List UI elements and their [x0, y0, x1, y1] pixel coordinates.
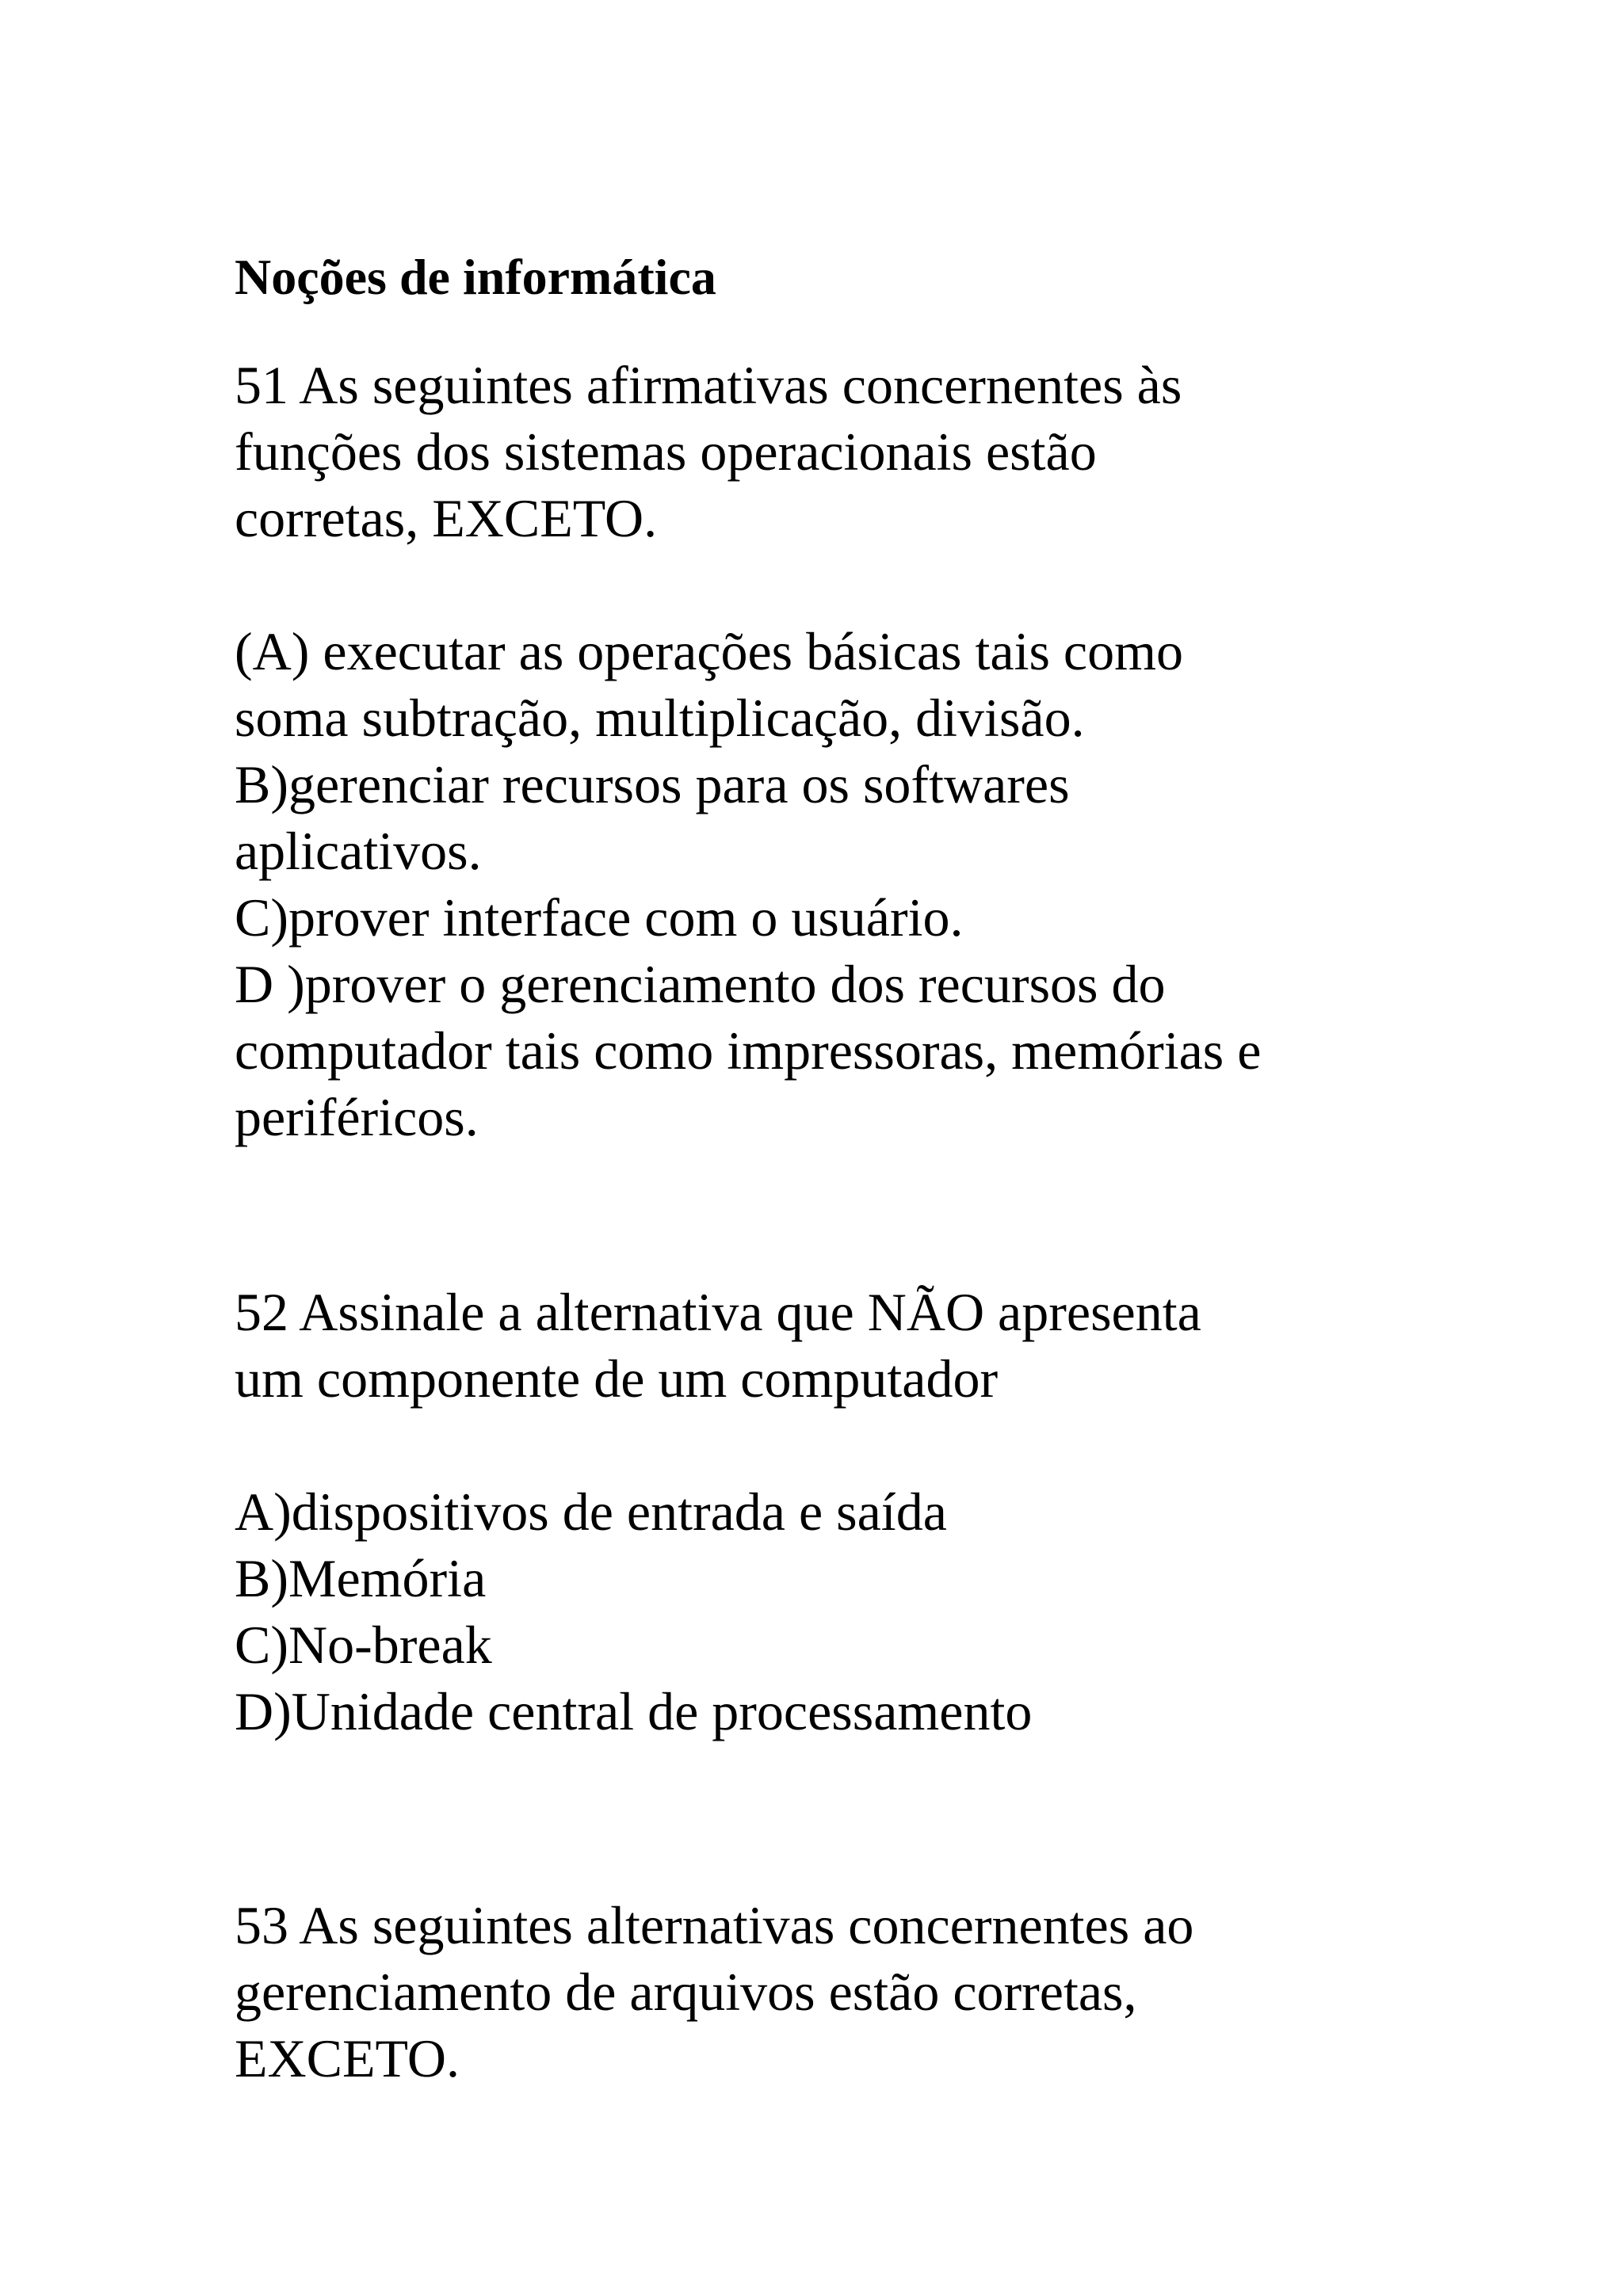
question-52-stem-line-1: 52 Assinale a alternativa que NÃO apresenta [235, 1282, 1201, 1342]
question-52-stem [235, 1279, 1201, 1412]
question-51-options [235, 618, 1261, 1150]
question-51-option-line-4: aplicativos. [235, 821, 482, 881]
question-52-option-c: C)No-break [235, 1615, 492, 1675]
question-51-option-line-1: (A) executar as operações básicas tais como [235, 621, 1184, 681]
question-51-option-line-8: periféricos. [235, 1087, 479, 1147]
question-51-option-line-3: B)gerenciar recursos para os softwares [235, 754, 1070, 814]
question-51-stem-line-1: 51 As seguintes afirmativas concernentes às [235, 355, 1182, 415]
question-51-option-line-5: C)prover interface com o usuário. [235, 887, 964, 948]
question-51-option-line-2: soma subtração, multiplicação, divisão. [235, 688, 1085, 748]
question-51-stem-line-3: corretas, EXCETO. [235, 488, 658, 548]
question-53-stem [235, 1892, 1193, 2092]
question-51-option-line-6: D )prover o gerenciamento dos recursos do [235, 954, 1166, 1014]
question-52-option-d: D)Unidade central de processamento [235, 1681, 1033, 1741]
question-52-stem-line-2: um componente de um computador [235, 1348, 999, 1409]
question-52-option-b: B)Memória [235, 1548, 487, 1608]
question-51-stem-line-2: funções dos sistemas operacionais estão [235, 421, 1097, 482]
question-52-options [235, 1478, 1032, 1745]
question-52-option-a: A)dispositivos de entrada e saída [235, 1482, 947, 1542]
question-51-option-line-7: computador tais como impressoras, memórias e [235, 1020, 1262, 1081]
question-53-stem-line-1: 53 As seguintes alternativas concernentes ao [235, 1895, 1194, 1955]
question-53-stem-line-3: EXCETO. [235, 2028, 460, 2088]
question-53-stem-line-2: gerenciamento de arquivos estão corretas, [235, 1962, 1137, 2022]
question-51-stem [235, 352, 1182, 551]
page-heading: Noções de informática [235, 249, 716, 305]
